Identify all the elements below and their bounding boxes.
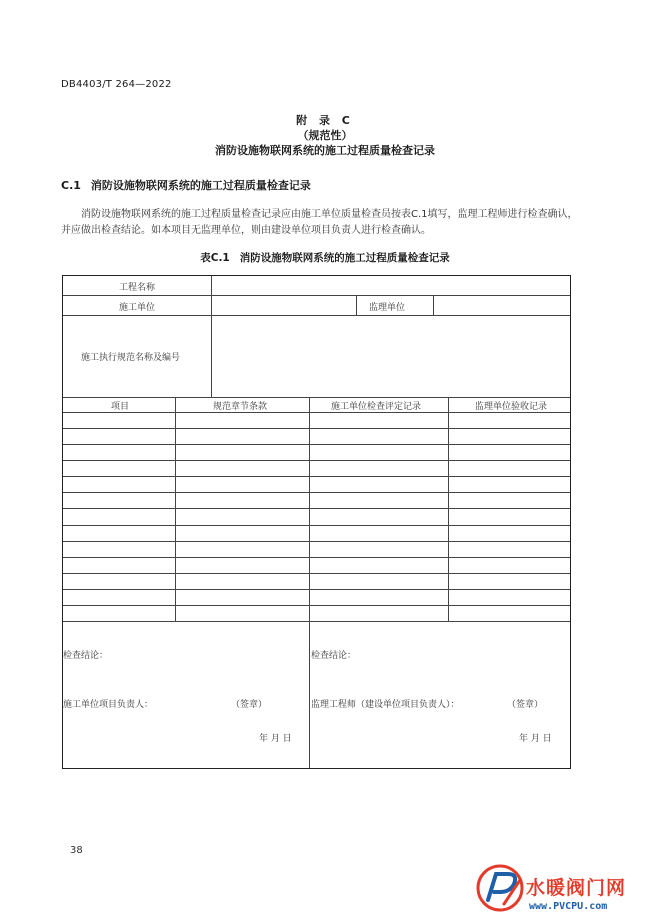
- left-date: 年 月 日: [259, 734, 292, 744]
- table-row-rule: [63, 557, 570, 558]
- table-row-rule: [63, 508, 570, 509]
- table-column-rule: [448, 397, 449, 621]
- watermark-logo-icon: [474, 860, 530, 916]
- table-rule: [63, 315, 570, 316]
- table-column-rule: [309, 397, 310, 621]
- appendix-label: 附 录 C: [296, 114, 354, 127]
- construction-unit-label: 施工单位: [119, 303, 156, 313]
- column-header-clause: 规范章节条款: [213, 402, 268, 412]
- table-column-rule: [175, 397, 176, 621]
- left-person-label: 施工单位项目负责人：: [63, 700, 154, 710]
- column-header-item: 项目: [111, 402, 130, 412]
- right-date: 年 月 日: [519, 734, 552, 744]
- table-rule: [309, 621, 310, 768]
- watermark: [474, 858, 650, 919]
- table-row-rule: [63, 444, 570, 445]
- table-row-rule: [63, 621, 570, 622]
- left-seal: （签章）: [231, 700, 268, 710]
- table-rule: [356, 295, 357, 315]
- page-number: 38: [70, 845, 83, 856]
- table-rule: [211, 276, 212, 397]
- table-row-rule: [63, 541, 570, 542]
- table-row-rule: [63, 605, 570, 606]
- table-rule: [433, 295, 434, 315]
- body-paragraph: 消防设施物联网系统的施工过程质量检查记录应由施工单位质量检查员按表C.1填写，监理工程师进行检查确认，并应做出检查结论。如本项目无监理单位，则由建设单位项目负责人进行检查确认。: [61, 209, 578, 236]
- table-row-rule: [63, 460, 570, 461]
- table-caption-number: 表C.1: [200, 252, 230, 264]
- table-row-rule: [63, 573, 570, 574]
- table-row-rule: [63, 428, 570, 429]
- supervision-unit-label: 监理单位: [369, 303, 406, 313]
- column-header-construction-record: 施工单位检查评定记录: [331, 402, 422, 412]
- watermark-url: www.PVCPU.com: [529, 901, 608, 912]
- section-title: 消防设施物联网系统的施工过程质量检查记录: [90, 179, 311, 192]
- project-name-label: 工程名称: [119, 283, 156, 293]
- table-row-rule: [63, 492, 570, 493]
- appendix-title: 消防设施物联网系统的施工过程质量检查记录: [215, 144, 435, 157]
- section-heading: [61, 177, 311, 193]
- column-header-supervision-record: 监理单位验收记录: [475, 402, 548, 412]
- standard-code: DB4403/T 264—2022: [61, 79, 172, 90]
- table-row-rule: [63, 476, 570, 477]
- right-conclusion-label: 检查结论：: [311, 651, 357, 661]
- appendix-nature: （规范性）: [297, 129, 353, 142]
- table-row-rule: [63, 525, 570, 526]
- spec-label: 施工执行规范名称及编号: [81, 353, 181, 363]
- table-caption-title: 消防设施物联网系统的施工过程质量检查记录: [239, 252, 450, 264]
- section-number: C.1: [61, 179, 81, 192]
- table-caption: [0, 250, 650, 265]
- table-row-rule: [63, 589, 570, 590]
- table-rule: [63, 412, 570, 413]
- table-rule: [63, 295, 570, 296]
- right-seal: （签章）: [507, 700, 544, 710]
- right-person-label: 监理工程师（建设单位项目负责人）：: [311, 700, 460, 710]
- watermark-text: 水暖阀门网: [526, 877, 627, 899]
- inspection-record-table: [62, 275, 571, 769]
- left-conclusion-label: 检查结论：: [63, 651, 109, 661]
- table-rule: [63, 397, 570, 398]
